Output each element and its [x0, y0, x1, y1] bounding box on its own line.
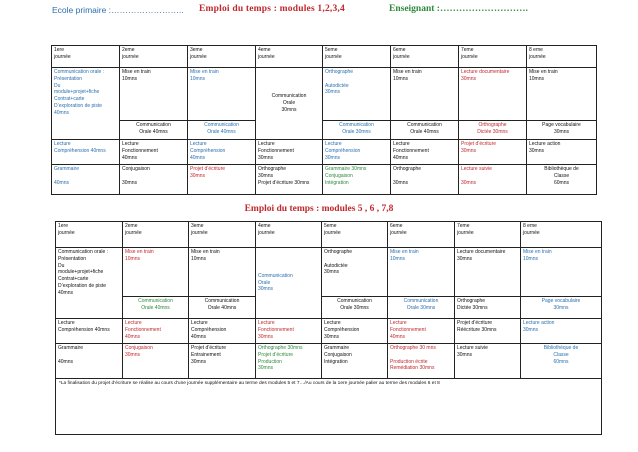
slot-cell: Grammaire 40mns	[52, 165, 120, 195]
slot-cell: Lecture Fonctionnement 40mns	[120, 140, 188, 165]
table-row	[56, 319, 602, 344]
note-row	[56, 379, 602, 435]
slot-cell: Lecture Compréhension 40mns	[52, 140, 120, 165]
page-header	[44, 4, 604, 18]
day-header-3: 3eme journée	[189, 222, 256, 248]
slot-cell: Mise en train 10mns	[388, 248, 455, 297]
slot-cell: Communication Orale 30mns	[256, 68, 323, 140]
day-header-1: 1ere journée	[52, 46, 120, 68]
day-header-5: 5eme journée	[322, 222, 388, 248]
slot-cell: Orthographe Dictée 30mns	[455, 297, 521, 319]
slot-cell: Lecture Fonctionnement 40mns	[123, 319, 189, 344]
slot-cell: Lecture Fonctionnement 40mns	[388, 319, 455, 344]
teacher-label: Enseignant :……………………….	[389, 4, 528, 14]
slot-cell: Communication orale : Présentation Du module+projet+fiche Contrat+carte D’exploration de piste 40mns	[56, 248, 123, 319]
slot-cell: Lecture suivie 30mns	[455, 344, 521, 379]
timetable-modules-1-4	[51, 45, 597, 195]
slot-cell: Mise en train 10mns	[527, 68, 597, 121]
slot-cell: Grammaire 30mns Conjugaison Intégration	[323, 165, 391, 195]
day-header-7: 7eme journée	[459, 46, 527, 68]
timetable-modules-5-8	[55, 221, 602, 435]
slot-cell: Conjugaison 30mns	[120, 165, 188, 195]
day-header-4: 4eme journée	[256, 46, 323, 68]
slot-cell: Lecture Compréhension 30mns	[322, 319, 388, 344]
slot-cell: Lecture Compréhension 30mns	[323, 140, 391, 165]
slot-cell: Lecture action 30mns	[521, 319, 602, 344]
slot-cell: Communication Orale 30mns	[256, 248, 322, 319]
slot-cell: Conjugaison 30mns	[123, 344, 189, 379]
slot-cell: Orthographe 30 mns Production écrite Remédiation 30mns	[388, 344, 455, 379]
day-header-6: 6eme journée	[388, 222, 455, 248]
slot-cell: Communication Orale 40mns	[120, 121, 188, 140]
slot-cell: Lecture Compréhension 40mns	[56, 319, 123, 344]
slot-cell: Lecture documentaire 30mns	[459, 68, 527, 121]
slot-cell: Communication Orale 30mns	[388, 297, 455, 319]
slot-cell: Communication Orale 40mns	[188, 121, 256, 140]
slot-cell: Communication Orale 30mns	[323, 121, 391, 140]
slot-cell: Orthographe 30mns	[391, 165, 459, 195]
slot-cell: Lecture action 30mns	[527, 140, 597, 165]
slot-cell: Communication Orale 40mns	[189, 297, 256, 319]
slot-cell: Lecture Fonctionnement 30mns	[256, 319, 322, 344]
slot-cell: Lecture Fonctionnement 40mns	[391, 140, 459, 165]
slot-cell: Lecture Compréhension 40mns	[189, 319, 256, 344]
slot-cell: Page vocabulaire 30mns	[527, 121, 597, 140]
day-header-6: 6eme journée	[391, 46, 459, 68]
slot-cell: Mise en train 10mns	[120, 68, 188, 121]
table-row	[56, 297, 602, 319]
slot-cell: Lecture suivie 30mns	[459, 165, 527, 195]
slot-cell: Projet d’écriture 30mns	[188, 165, 256, 195]
table-row	[56, 344, 602, 379]
slot-cell: Orthographe Autodictée 30mns	[322, 248, 388, 297]
slot-cell: Grammaire 40mns	[56, 344, 123, 379]
day-header-4: 4eme journée	[256, 222, 322, 248]
day-header-row	[56, 222, 602, 248]
slot-cell: Projet d’écriture Réécriture 30mns	[455, 319, 521, 344]
table-row	[52, 121, 597, 140]
slot-cell: Mise en train 10mns	[391, 68, 459, 121]
slot-cell: Mise en train 10mns	[188, 68, 256, 121]
slot-cell: Mise en train 10mns	[123, 248, 189, 297]
slot-cell: Orthographe Autodictée 30mns	[323, 68, 391, 121]
slot-cell: Orthographe 30mns Projet d’écriture 30mns	[256, 165, 323, 195]
slot-cell: Communication orale : Présentation Du module+projet+fiche Contrat+carte D’exploration de piste 40mns	[52, 68, 120, 140]
slot-cell: Lecture Fonctionnement 30mns	[256, 140, 323, 165]
slot-cell: Page vocabulaire 30mns	[521, 297, 602, 319]
slot-cell: Bibliothèque de Classe 60mns	[527, 165, 597, 195]
slot-cell: Projet d’écriture 30mns	[459, 140, 527, 165]
day-header-2: 2eme journée	[120, 46, 188, 68]
page-title: Emploi du temps : modules 1,2,3,4	[199, 4, 345, 14]
slot-cell: Communication Orale 40mns	[123, 297, 189, 319]
slot-cell: Communication Orale 40mns	[391, 121, 459, 140]
slot-cell: Orthographe 30mns Projet d’écriture Production 30mns	[256, 344, 322, 379]
table-row	[52, 68, 597, 121]
footnote: *La finalisation du projet d’écriture se réalise au cours d’une journée supplémentaire au terme des modules 5 et 7…/Au cours de la 1ere journée palier au terme des modules 6 et 8	[56, 379, 602, 435]
slot-cell: Bibliothèque de Classe 60mns	[521, 344, 602, 379]
slot-cell: Mise en train 10mns	[521, 248, 602, 297]
day-header-8: 8 eme journée	[521, 222, 602, 248]
day-header-2: 2eme journée	[123, 222, 189, 248]
section-subtitle: Emploi du temps : modules 5 , 6 , 7,8	[244, 204, 394, 214]
slot-cell: Lecture Compréhension 40mns	[188, 140, 256, 165]
slot-cell: Lecture documentaire 30mns	[455, 248, 521, 297]
day-header-7: 7eme journée	[455, 222, 521, 248]
day-header-5: 5eme journée	[323, 46, 391, 68]
table-row	[56, 248, 602, 297]
table-row	[52, 140, 597, 165]
slot-cell: Mise en train 10mns	[189, 248, 256, 297]
table-row	[52, 165, 597, 195]
day-header-8: 8 eme journée	[527, 46, 597, 68]
day-header-1: 1ere journée	[56, 222, 123, 248]
slot-cell: Grammaire Conjugaison Intégration	[322, 344, 388, 379]
slot-cell: Projet d’écriture Entrainement 30mns	[189, 344, 256, 379]
day-header-row	[52, 46, 597, 68]
slot-cell: Communication Orale 30mns	[322, 297, 388, 319]
day-header-3: 3eme journée	[188, 46, 256, 68]
slot-cell: Orthographe Dictée 30mns	[459, 121, 527, 140]
school-label: Ecole primaire :……………………..	[52, 5, 184, 15]
